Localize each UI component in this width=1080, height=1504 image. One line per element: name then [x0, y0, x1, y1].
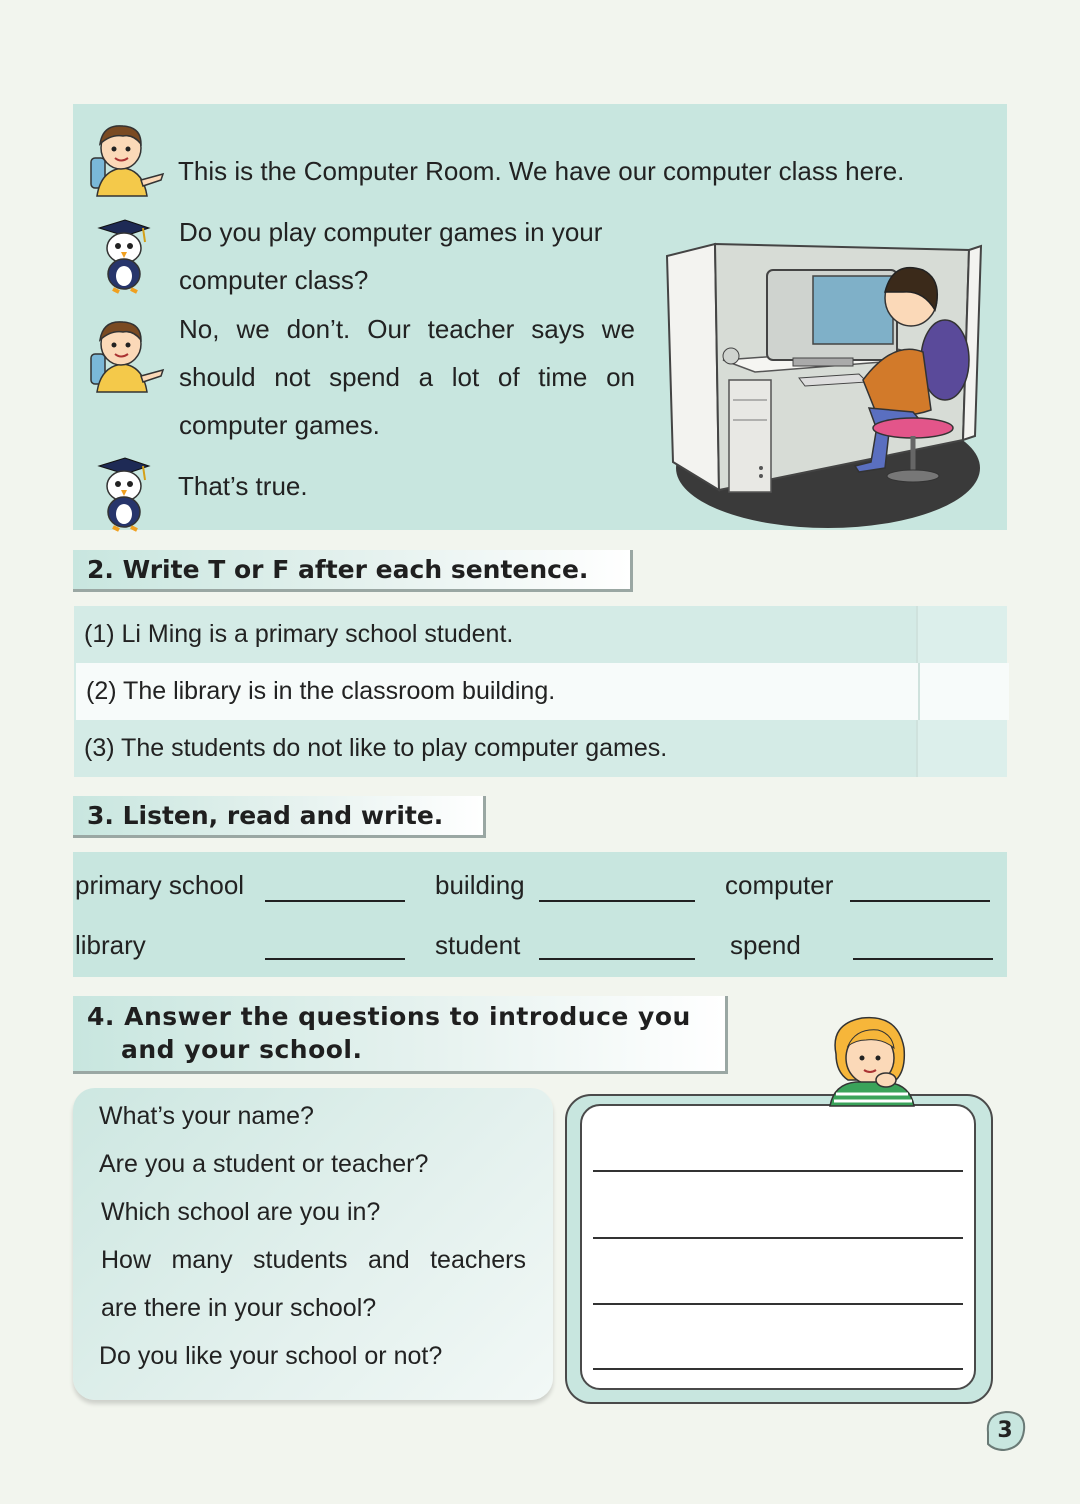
page-number-text: 3	[997, 1418, 1013, 1443]
answer-line[interactable]	[593, 1368, 963, 1370]
page-number	[982, 1408, 1028, 1454]
dialogue-line: No, we don’t. Our teacher says we	[179, 314, 635, 344]
vocab-word: student	[435, 930, 521, 960]
true-false-table	[74, 606, 1007, 777]
section-4-title-line: and your school.	[121, 1035, 363, 1064]
table-row	[74, 663, 1007, 720]
table-row	[74, 606, 1007, 663]
write-blank[interactable]	[539, 900, 695, 902]
table-row	[74, 720, 1007, 777]
question-text: are there in your school?	[101, 1294, 377, 1322]
word-strip	[73, 852, 1007, 977]
boy-avatar-icon	[83, 314, 165, 394]
sentence-text: (1) Li Ming is a primary school student.	[84, 620, 514, 648]
sentence-text: (2) The library is in the classroom building.	[86, 677, 556, 705]
question-text: How many students and teachers	[101, 1246, 526, 1274]
vocab-word: building	[435, 870, 525, 900]
dialogue-line: should not spend a lot of time on	[179, 362, 635, 392]
questions-box	[73, 1088, 553, 1400]
write-blank[interactable]	[265, 958, 405, 960]
dialogue-line: This is the Computer Room. We have our computer class here.	[178, 156, 905, 186]
answer-line[interactable]	[593, 1303, 963, 1305]
question-text: Are you a student or teacher?	[99, 1150, 429, 1178]
answer-cell[interactable]	[916, 720, 1007, 777]
sentence-text: (3) The students do not like to play computer games.	[84, 734, 668, 762]
vocab-word: primary school	[75, 870, 245, 900]
write-blank[interactable]	[539, 958, 695, 960]
answer-board-paper	[580, 1104, 976, 1390]
dialogue-panel	[73, 104, 1007, 530]
section-4-title-line: 4. Answer the questions to introduce you	[87, 1002, 691, 1031]
answer-line[interactable]	[593, 1170, 963, 1172]
answer-cell[interactable]	[918, 663, 1009, 720]
write-blank[interactable]	[850, 900, 990, 902]
question-text: Which school are you in?	[101, 1198, 381, 1226]
owl-avatar-icon	[93, 218, 155, 294]
computer-room-illustration	[663, 240, 983, 530]
boy-avatar-icon	[83, 118, 165, 198]
answer-line[interactable]	[593, 1237, 963, 1239]
section-4-header	[73, 996, 728, 1074]
dialogue-line: computer games.	[179, 410, 380, 440]
vocab-word: spend	[730, 930, 801, 960]
section-2-header: 2. Write T or F after each sentence.	[73, 550, 633, 592]
question-text: What’s your name?	[99, 1102, 314, 1130]
question-text: Do you like your school or not?	[99, 1342, 443, 1370]
answer-cell[interactable]	[916, 606, 1007, 663]
vocab-word: computer	[725, 870, 834, 900]
owl-avatar-icon	[93, 456, 155, 532]
write-blank[interactable]	[265, 900, 405, 902]
girl-illustration-icon	[826, 1014, 918, 1112]
write-blank[interactable]	[853, 958, 993, 960]
section-3-header: 3. Listen, read and write.	[73, 796, 486, 838]
dialogue-line: Do you play computer games in your	[179, 217, 603, 247]
dialogue-line: That’s true.	[178, 471, 308, 501]
vocab-word: library	[75, 930, 146, 960]
dialogue-line: computer class?	[179, 265, 369, 295]
